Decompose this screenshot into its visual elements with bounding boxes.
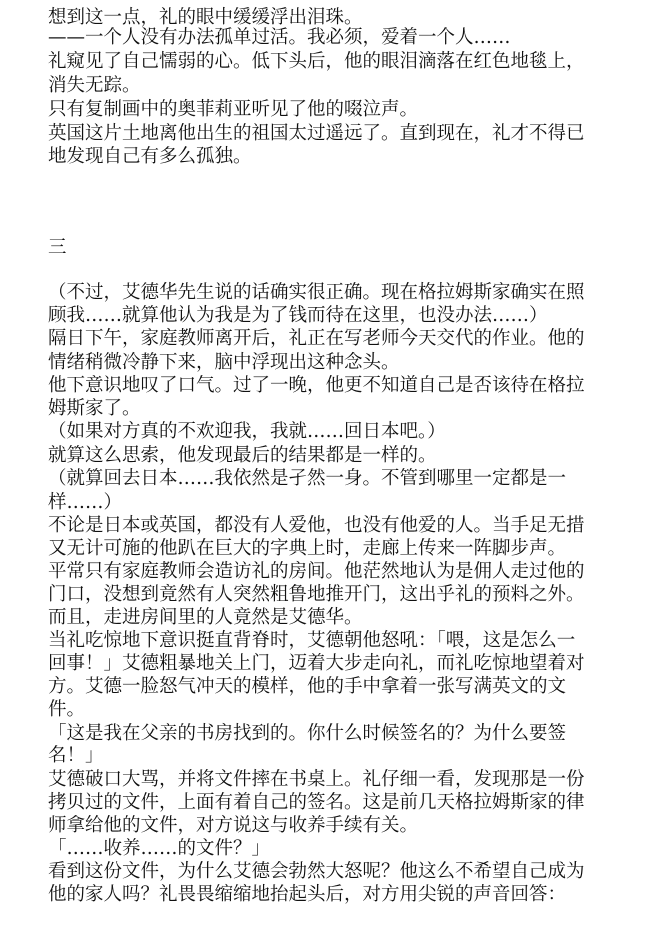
text-line: 隔日下午，家庭教师离开后，礼正在写老师今天交代的作业。他的 bbox=[48, 328, 585, 349]
text-line: 师拿给他的文件，对方说这与收养手续有关。 bbox=[48, 815, 419, 836]
text-line: 他的家人吗？礼畏畏缩缩地抬起头后，对方用尖锐的声音回答： bbox=[48, 884, 567, 905]
text-line: 地发现自己有多么孤独。 bbox=[48, 146, 252, 167]
text-line: （如果对方真的不欢迎我，我就……回日本吧。） bbox=[48, 421, 446, 442]
text-line: （不过，艾德华先生说的话确实很正确。现在格拉姆斯家确实在照 bbox=[48, 282, 585, 303]
text-line: 顾我……就算他认为我是为了钱而待在这里，也没办法……） bbox=[48, 305, 548, 326]
text-line: 英国这片土地离他出生的祖国太过遥远了。直到现在，礼才不得已 bbox=[48, 123, 585, 144]
text-line: 而且，走进房间里的人竟然是艾德华。 bbox=[48, 607, 363, 628]
text-line: 他下意识地叹了口气。过了一晚，他更不知道自己是否该待在格拉 bbox=[48, 375, 585, 396]
text-line: 样……） bbox=[48, 492, 123, 513]
section-heading: 三 bbox=[48, 237, 67, 258]
text-line: 门口，没想到竟然有人突然粗鲁地推开门，这出乎礼的预料之外。 bbox=[48, 584, 585, 605]
text-line: 回事！」艾德粗暴地关上门，迈着大步走向礼，而礼吃惊地望着对 bbox=[48, 653, 585, 674]
text-line: 平常只有家庭教师会造访礼的房间。他茫然地认为是佣人走过他的 bbox=[48, 561, 585, 582]
text-line: 想到这一点，礼的眼中缓缓浮出泪珠。 bbox=[48, 7, 363, 28]
text-line: 当礼吃惊地下意识挺直背脊时，艾德朝他怒吼：「喂，这是怎么一 bbox=[48, 630, 576, 651]
text-line: （就算回去日本……我依然是孑然一身。不管到哪里一定都是一 bbox=[48, 468, 567, 489]
text-line: 只有复制画中的奥菲莉亚听见了他的啜泣声。 bbox=[48, 99, 419, 120]
text-line: 看到这份文件，为什么艾德会勃然大怒呢？他这么不希望自己成为 bbox=[48, 861, 585, 882]
text-line: 姆斯家了。 bbox=[48, 398, 141, 419]
text-line: 消失无踪。 bbox=[48, 75, 141, 96]
text-line: 就算这么思索，他发现最后的结果都是一样的。 bbox=[48, 445, 437, 466]
text-line: 不论是日本或英国，都没有人爱他，也没有他爱的人。当手足无措 bbox=[48, 515, 585, 536]
text-line: 情绪稍微冷静下来，脑中浮现出这种念头。 bbox=[48, 352, 400, 373]
text-line: 「这是我在父亲的书房找到的。你什么时候签名的？为什么要签 bbox=[48, 723, 567, 744]
text-line: 礼窥见了自己懦弱的心。低下头后，他的眼泪滴落在红色地毯上， bbox=[48, 51, 585, 72]
text-line: 件。 bbox=[48, 699, 86, 720]
text-line: 拷贝过的文件，上面有着自己的签名。这是前几天格拉姆斯家的律 bbox=[48, 792, 585, 813]
text-line: 方。艾德一脸怒气冲天的模样，他的手中拿着一张写满英文的文 bbox=[48, 676, 567, 697]
text-line: 「……收养……的文件？」 bbox=[48, 838, 271, 859]
text-line: 名！」 bbox=[48, 745, 104, 766]
text-line: 又无计可施的他趴在巨大的字典上时，走廊上传来一阵脚步声。 bbox=[48, 538, 567, 559]
text-line: 艾德破口大骂，并将文件摔在书桌上。礼仔细一看，发现那是一份 bbox=[48, 769, 585, 790]
text-line: ——一个人没有办法孤单过活。我必须，爱着一个人…… bbox=[48, 27, 511, 48]
